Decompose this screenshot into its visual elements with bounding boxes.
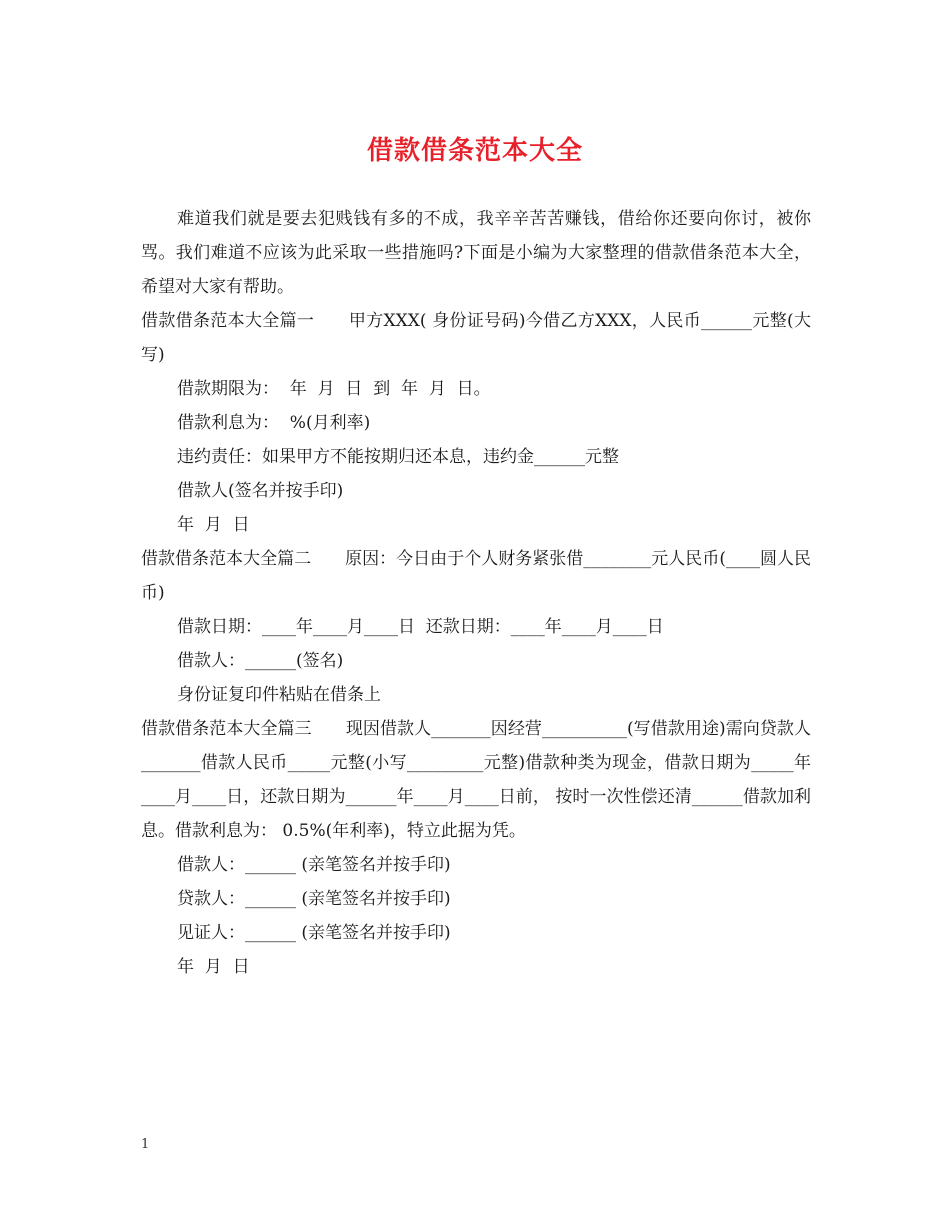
sample3-witness-line: 见证人：______ (亲笔签名并按手印) <box>177 923 451 943</box>
sample3-borrower-line: 借款人：______ (亲笔签名并按手印) <box>177 855 451 875</box>
sample1-penalty-line: 违约责任：如果甲方不能按期归还本息，违约金______元整 <box>177 447 619 467</box>
document-title: 借款借条范本大全 <box>366 136 583 166</box>
sample3-heading: 借款借条范本大全篇三 现因借款人_______因经营__________(写借款用途)需向贷款人_______借款人民币_____元整(小写_________元整)借款种类为现金，借款日期为_____年____月____日，还款日期为______年____月____日前， 按时一次性偿还清______借款加利息。借款利息为： 0.5%(年利率)，特立此据为凭。 <box>141 719 811 841</box>
sample3-lender-line: 贷款人：______ (亲笔签名并按手印) <box>177 889 451 909</box>
sample1-date-line: 年 月 日 <box>177 515 250 535</box>
sample1-heading: 借款借条范本大全篇一 甲方XXX( 身份证号码)今借乙方XXX，人民币______元整(大写) <box>141 311 811 365</box>
sample2-dates-line: 借款日期：____年____月____日 还款日期：____年____月____日 <box>177 617 664 637</box>
sample1-interest-line: 借款利息为： %(月利率) <box>177 413 371 433</box>
sample1-borrower-line: 借款人(签名并按手印) <box>177 481 344 501</box>
document-body <box>141 202 811 984</box>
sample2-borrower-line: 借款人：______(签名) <box>177 651 344 671</box>
page-number: 1 <box>141 1137 150 1152</box>
intro-paragraph: 难道我们就是要去犯贱钱有多的不成，我辛辛苦苦赚钱，借给你还要向你讨，被你骂。我们难道不应该为此采取一些措施吗?下面是小编为大家整理的借款借条范本大全，希望对大家有帮助。 <box>141 209 811 297</box>
sample2-heading: 借款借条范本大全篇二 原因：今日由于个人财务紧张借________元人民币(____圆人民币) <box>141 549 811 603</box>
sample1-term-line: 借款期限为： 年 月 日 到 年 月 日。 <box>177 379 491 399</box>
sample2-id-line: 身份证复印件粘贴在借条上 <box>177 685 381 705</box>
sample3-date-line: 年 月 日 <box>177 957 250 977</box>
